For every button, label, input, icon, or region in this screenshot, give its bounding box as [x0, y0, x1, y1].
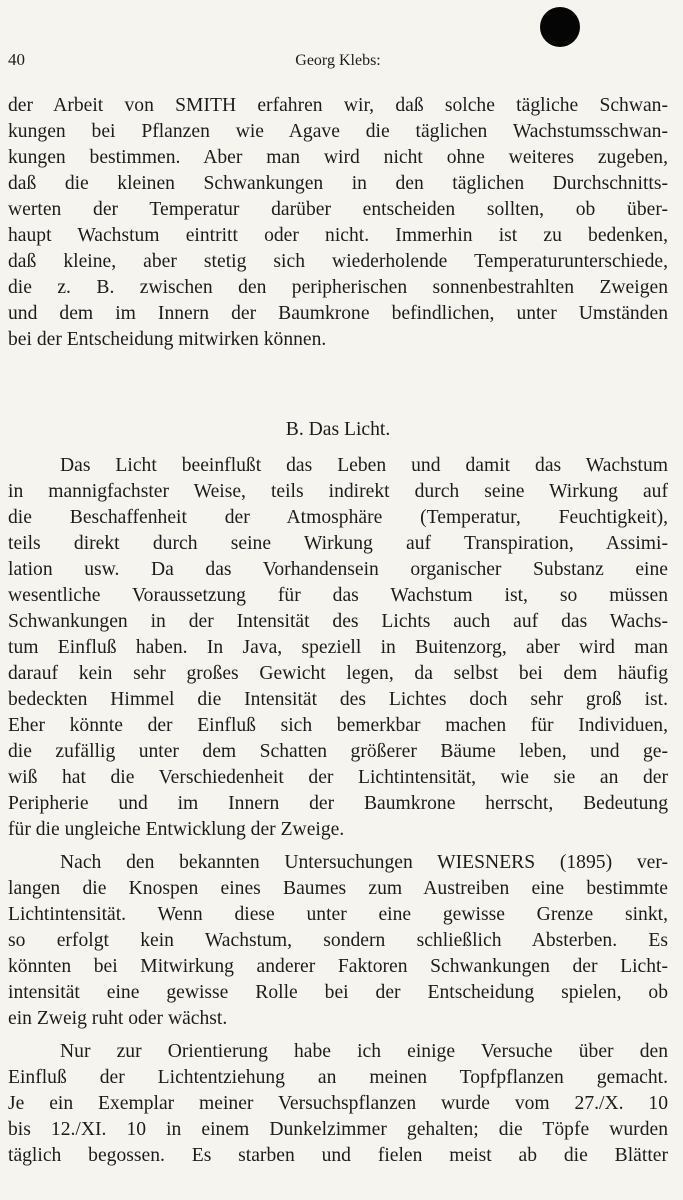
text-line: haupt Wachstum eintritt oder nicht. Immerhin ist zu bedenken, [8, 225, 668, 246]
text-line: ein Zweig ruht oder wächst. [8, 1008, 228, 1029]
text-line: bedeckten Himmel die Intensität des Lichtes doch sehr groß ist. [8, 689, 668, 710]
text-line: daß die kleinen Schwankungen in den täglichen Durchschnitts- [8, 173, 668, 194]
text-line: darauf kein sehr großes Gewicht legen, da selbst bei dem häufig [8, 663, 668, 684]
text-line: und dem im Innern der Baumkrone befindlichen, unter Umständen [8, 303, 668, 324]
text-line: intensität eine gewisse Rolle bei der Entscheidung spielen, ob [8, 982, 668, 1003]
text-line: langen die Knospen eines Baumes zum Austreiben eine bestimmte [8, 878, 668, 899]
page-header [8, 50, 668, 74]
body-paragraphs [8, 453, 668, 1169]
text-line: Nur zur Orientierung habe ich einige Versuche über den [60, 1041, 668, 1062]
text-line: werten der Temperatur darüber entscheiden sollten, ob über- [8, 199, 668, 220]
text-line: die Beschaffenheit der Atmosphäre (Temperatur, Feuchtigkeit), [8, 507, 668, 528]
text-line: Schwankungen in der Intensität des Lichts auch auf das Wachs- [8, 611, 668, 632]
running-head: Georg Klebs: [295, 52, 381, 69]
text-line: der Arbeit von SMITH erfahren wir, daß solche tägliche Schwan- [8, 95, 668, 116]
text-line: wesentliche Voraussetzung für das Wachstum ist, so müssen [8, 585, 668, 606]
page-number: 40 [8, 50, 25, 69]
text-line: Lichtintensität. Wenn diese unter eine gewisse Grenze sinkt, [8, 904, 668, 925]
text-line: für die ungleiche Entwicklung der Zweige. [8, 819, 345, 840]
text-line: täglich begossen. Es starben und fielen meist ab die Blätter [8, 1145, 668, 1166]
text-line: Nach den bekannten Untersuchungen WIESNERS (1895) ver- [60, 852, 668, 873]
text-line: lation usw. Da das Vorhandensein organischer Substanz eine [8, 559, 668, 580]
text-line: bei der Entscheidung mitwirken können. [8, 329, 327, 350]
text-line: die z. B. zwischen den peripherischen sonnenbestrahlten Zweigen [8, 277, 668, 298]
text-line: kungen bestimmen. Aber man wird nicht ohne weiteres zugeben, [8, 147, 668, 168]
ink-blot [540, 7, 580, 47]
text-line: daß kleine, aber stetig sich wiederholende Temperaturunterschiede, [8, 251, 668, 272]
text-line: Einfluß der Lichtentziehung an meinen Topfpflanzen gemacht. [8, 1067, 668, 1088]
text-line: in mannigfachster Weise, teils indirekt durch seine Wirkung auf [8, 481, 668, 502]
text-line: kungen bei Pflanzen wie Agave die täglichen Wachstumsschwan- [8, 121, 668, 142]
text-line: so erfolgt kein Wachstum, sondern schließlich Absterben. Es [8, 930, 668, 951]
paragraph-top [8, 93, 668, 353]
text-line: wiß hat die Verschiedenheit der Lichtintensität, wie sie an der [8, 767, 668, 788]
text-line: tum Einfluß haben. In Java, speziell in Buitenzorg, aber wird man [8, 637, 668, 658]
paragraph-gap [8, 1032, 668, 1039]
text-line: Eher könnte der Einfluß sich bemerkbar machen für Individuen, [8, 715, 668, 736]
paragraph-gap [8, 843, 668, 850]
text-line: Das Licht beeinflußt das Leben und damit das Wachstum [60, 455, 668, 476]
text-line: könnten bei Mitwirkung anderer Faktoren Schwankungen der Licht- [8, 956, 668, 977]
text-line: Je ein Exemplar meiner Versuchspflanzen wurde vom 27./X. 10 [8, 1093, 668, 1114]
text-line: Peripherie und im Innern der Baumkrone herrscht, Bedeutung [8, 793, 668, 814]
text-line: die zufällig unter dem Schatten größerer Bäume leben, und ge- [8, 741, 668, 762]
section-title: B. Das Licht. [285, 419, 391, 440]
text-line: teils direkt durch seine Wirkung auf Transpiration, Assimi- [8, 533, 668, 554]
text-line: bis 12./XI. 10 in einem Dunkelzimmer gehalten; die Töpfe wurden [8, 1119, 668, 1140]
